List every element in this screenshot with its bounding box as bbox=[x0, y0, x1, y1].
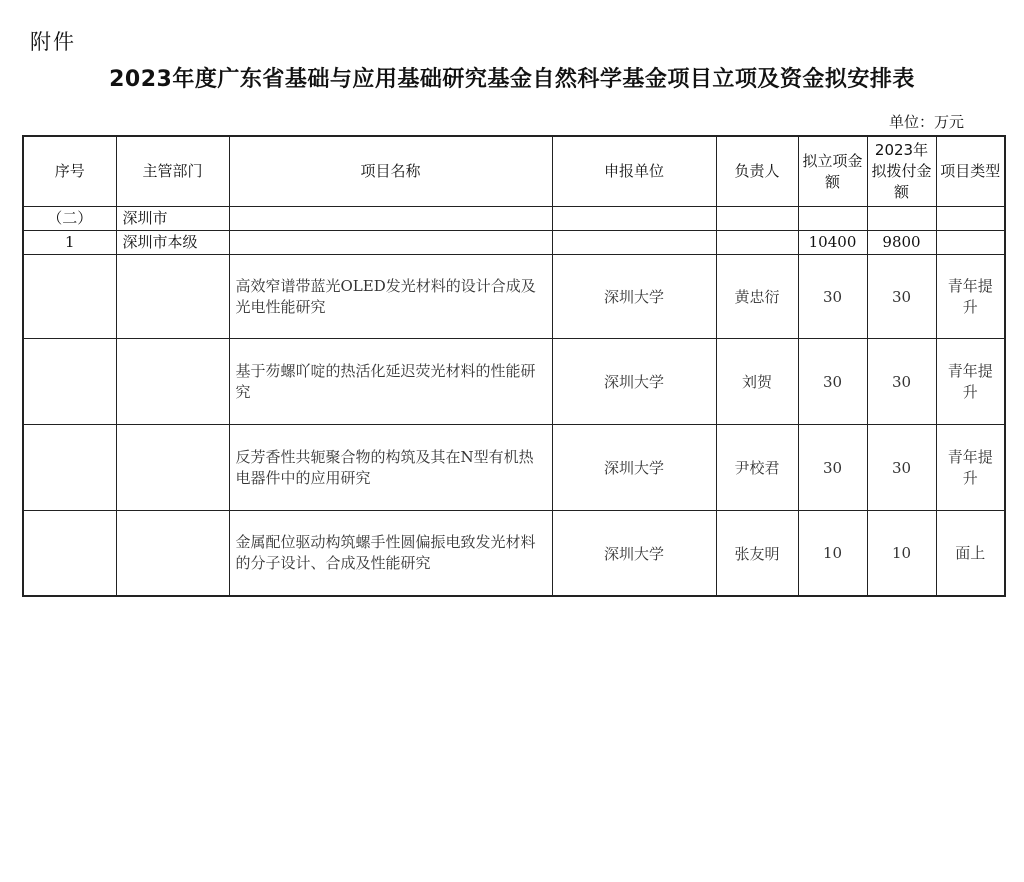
applicant-unit: 深圳大学 bbox=[552, 339, 716, 425]
applicant-unit: 深圳大学 bbox=[552, 425, 716, 511]
col-header-leader: 负责人 bbox=[716, 136, 798, 207]
subtotal-dept: 深圳市本级 bbox=[116, 231, 229, 255]
funding-table bbox=[22, 135, 1006, 597]
project-leader: 尹校君 bbox=[716, 425, 798, 511]
project-leader: 刘贺 bbox=[716, 339, 798, 425]
col-header-approved-amount: 拟立项金额 bbox=[798, 136, 867, 207]
col-header-seq: 序号 bbox=[23, 136, 116, 207]
col-header-project-name: 项目名称 bbox=[229, 136, 552, 207]
funded-2023: 30 bbox=[867, 339, 936, 425]
table-row bbox=[23, 425, 1005, 511]
col-header-funded-2023: 2023年拟拨付金额 bbox=[867, 136, 936, 207]
subtotal-funded-2023: 9800 bbox=[867, 231, 936, 255]
attachment-label: 附件 bbox=[30, 30, 76, 54]
funded-2023: 30 bbox=[867, 425, 936, 511]
section-dept: 深圳市 bbox=[116, 207, 229, 231]
project-leader: 张友明 bbox=[716, 511, 798, 597]
unit-label: 单位：万元 bbox=[888, 113, 964, 131]
section-row bbox=[23, 207, 1005, 231]
col-header-project-type: 项目类型 bbox=[936, 136, 1005, 207]
project-type: 青年提升 bbox=[936, 339, 1005, 425]
approved-amount: 30 bbox=[798, 425, 867, 511]
table-row bbox=[23, 511, 1005, 597]
project-type: 青年提升 bbox=[936, 425, 1005, 511]
subtotal-seq: 1 bbox=[23, 231, 116, 255]
applicant-unit: 深圳大学 bbox=[552, 511, 716, 597]
col-header-dept: 主管部门 bbox=[116, 136, 229, 207]
project-name: 金属配位驱动构筑螺手性圆偏振电致发光材料的分子设计、合成及性能研究 bbox=[229, 511, 552, 597]
project-name: 高效窄谱带蓝光OLED发光材料的设计合成及光电性能研究 bbox=[229, 255, 552, 339]
section-seq: （二） bbox=[23, 207, 116, 231]
approved-amount: 30 bbox=[798, 339, 867, 425]
table-row bbox=[23, 255, 1005, 339]
project-leader: 黄忠衍 bbox=[716, 255, 798, 339]
table-header-row bbox=[23, 136, 1005, 207]
approved-amount: 30 bbox=[798, 255, 867, 339]
project-name: 反芳香性共轭聚合物的构筑及其在N型有机热电器件中的应用研究 bbox=[229, 425, 552, 511]
applicant-unit: 深圳大学 bbox=[552, 255, 716, 339]
col-header-unit: 申报单位 bbox=[552, 136, 716, 207]
funded-2023: 30 bbox=[867, 255, 936, 339]
subtotal-row bbox=[23, 231, 1005, 255]
project-name: 基于芴螺吖啶的热活化延迟荧光材料的性能研究 bbox=[229, 339, 552, 425]
project-type: 面上 bbox=[936, 511, 1005, 597]
document-title: 2023年度广东省基础与应用基础研究基金自然科学基金项目立项及资金拟安排表 bbox=[109, 67, 915, 92]
table-row bbox=[23, 339, 1005, 425]
subtotal-approved-amount: 10400 bbox=[798, 231, 867, 255]
project-type: 青年提升 bbox=[936, 255, 1005, 339]
funded-2023: 10 bbox=[867, 511, 936, 597]
approved-amount: 10 bbox=[798, 511, 867, 597]
